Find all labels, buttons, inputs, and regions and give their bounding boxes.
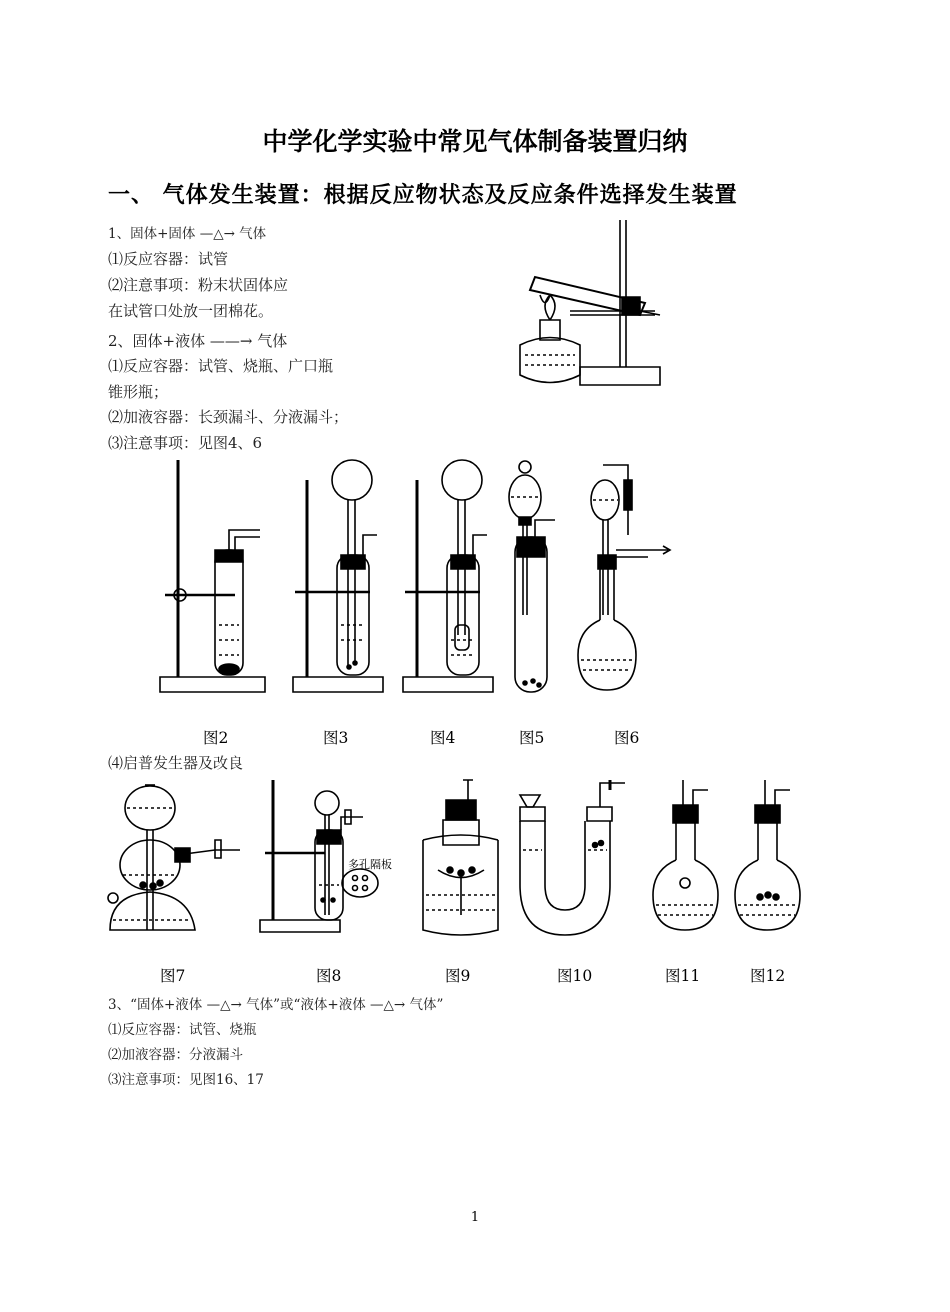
caption-fig12: 图12 [750,967,786,985]
part1-line2: ⑴反应容器：试管 [108,250,229,268]
caption-fig11: 图11 [665,967,701,985]
part2-line1: 2、固体+液体 ——→ 气体 [108,332,288,350]
page-number: 1 [470,1210,480,1225]
figure-4-drawing [395,455,495,695]
porous-plate-label: 多孔隔板 [348,858,392,871]
part3-line3: ⑵加液容器：分液漏斗 [108,1047,243,1063]
figure-5-drawing [505,455,565,695]
part2-line3: 锥形瓶； [108,383,169,401]
caption-fig8: 图8 [316,967,342,985]
part1-line1: 1、固体+固体 —△→ 气体 [108,226,267,242]
caption-fig5: 图5 [519,729,545,747]
part3-line1: 3、“固体+液体 —△→ 气体”或“液体+液体 —△→ 气体” [108,997,444,1013]
figure-9-drawing [418,775,503,940]
part1-line4: 在试管口处放一团棉花。 [108,302,274,320]
figure-6-drawing [578,455,683,695]
part3-line2: ⑴反应容器：试管、烧瓶 [108,1022,257,1038]
caption-fig2: 图2 [203,729,229,747]
page-title: 中学化学实验中常见气体制备装置归纳 [262,127,688,156]
figure-11-drawing [648,775,723,940]
caption-fig7: 图7 [160,967,186,985]
caption-fig3: 图3 [323,729,349,747]
caption-fig9: 图9 [445,967,471,985]
part1-line3: ⑵注意事项：粉末状固体应 [108,276,289,294]
figure-3-drawing [285,455,385,695]
section-heading: 一、 气体发生装置：根据反应物状态及反应条件选择发生装置 [108,183,738,208]
figure-10-drawing [515,775,635,940]
figure-12-drawing [730,775,805,940]
figure-2-drawing [155,455,270,695]
caption-fig6: 图6 [614,729,640,747]
part2-line5: ⑶注意事项：见图4、6 [108,434,263,452]
part3-line4: ⑶注意事项：见图16、17 [108,1072,264,1088]
figure-7-drawing [105,780,245,940]
caption-fig4: 图4 [430,729,456,747]
part2-line2: ⑴反应容器：试管、烧瓶、广口瓶 [108,357,334,375]
part2-line4: ⑵加液容器：长颈漏斗、分液漏斗； [108,408,349,426]
test-tube-heating-figure [510,215,670,390]
caption-fig10: 图10 [557,967,593,985]
part2-line6: ⑷启普发生器及改良 [108,754,244,772]
